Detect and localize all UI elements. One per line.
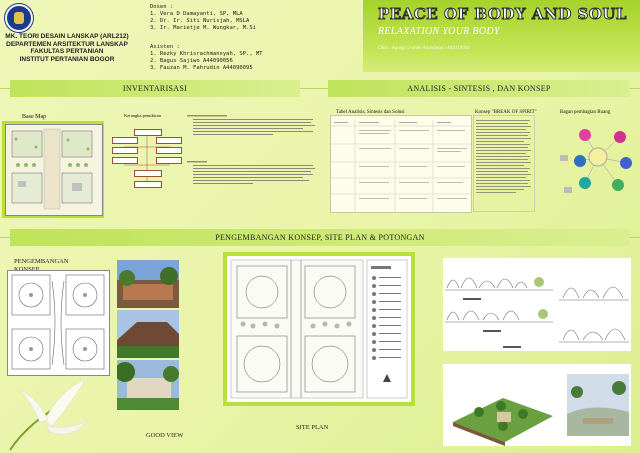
- base-map-label: Base Map: [22, 114, 47, 120]
- author-byline: Oleh : Agung Grande Anandana / A44110044: [378, 46, 470, 51]
- kerangka-box: [156, 147, 182, 154]
- site-plan-image: [227, 256, 411, 402]
- assistant-item: 1. Rezky Khrisrachmansyah, SP., MT: [150, 51, 263, 57]
- potongan-sections: [443, 258, 631, 351]
- course-line: MK. TEORI DESAIN LANSKAP (ARL212): [5, 33, 129, 40]
- section-banner-analisis: ANALISIS - SINTESIS , DAN KONSEP: [328, 80, 630, 97]
- assistants-block: [150, 44, 270, 72]
- assistants-label: Asisten :: [150, 44, 180, 50]
- kerangka-box: [134, 129, 162, 136]
- course-info: [2, 33, 132, 63]
- lecturer-item: 2. Dr. Ir. Siti Nurisjah, MSLA: [150, 18, 250, 24]
- analisis-table: [330, 115, 472, 213]
- section-banner-pengembangan: PENGEMBANGAN KONSEP, SITE PLAN & POTONGAN: [10, 229, 630, 246]
- kerangka-box: [112, 137, 138, 144]
- assistant-item: 3. Fauzan M. Fahrudin A44090095: [150, 65, 253, 71]
- course-line: INSTITUT PERTANIAN BOGOR: [19, 55, 115, 63]
- lecturers-block: [150, 4, 270, 32]
- kerangka-box: [134, 170, 162, 177]
- kerangka-label: Kerangka pemikiran: [124, 113, 161, 118]
- konsep-label: Konsep "BREAK OF SPIRIT": [475, 110, 537, 115]
- ruang-label: Bagan pembagian Ruang: [560, 110, 611, 115]
- kerangka-box: [156, 157, 182, 164]
- course-line: DEPARTEMEN ARSITEKTUR LANSKAP: [6, 40, 128, 48]
- pendahuluan-text: [187, 113, 317, 203]
- good-view-label: GOOD VIEW: [146, 432, 184, 439]
- course-line: FAKULTAS PERTANIAN: [30, 48, 104, 55]
- ipb-logo-icon: [5, 4, 33, 32]
- site-plan-label: SITE PLAN: [296, 424, 329, 431]
- kerangka-box: [112, 147, 138, 154]
- tabel-label: Tabel Analisis, Sintesis dan Solusi: [336, 110, 405, 115]
- lecturer-item: 3. Ir. Marietje M. Wungkar, M.Si: [150, 25, 256, 31]
- pengembangan-konsep-text: PENGEMBANGAN: [14, 258, 69, 265]
- kerangka-box: [112, 157, 138, 164]
- base-map-image: [5, 124, 103, 216]
- kerangka-box: [134, 181, 162, 188]
- kerangka-box: [156, 137, 182, 144]
- poster-title: PEACE OF BODY AND SOUL: [378, 5, 627, 23]
- ruang-diagram: [540, 115, 635, 210]
- perspektif-images: [443, 364, 631, 446]
- konsep-text: [473, 115, 535, 212]
- good-view-photos: [117, 260, 179, 410]
- kerangka-diagram: [112, 125, 182, 195]
- lecturers-label: Dosen :: [150, 4, 174, 10]
- flower-decoration-icon: [0, 360, 90, 453]
- poster-subtitle: RELAXATION YOUR BODY: [378, 26, 500, 37]
- lecturer-item: 1. Vera D Damayanti, SP, MLA: [150, 11, 243, 17]
- section-banner-inventarisasi: INVENTARISASI: [10, 80, 300, 97]
- assistant-item: 2. Bagus Sajiwo A44090056: [150, 58, 233, 64]
